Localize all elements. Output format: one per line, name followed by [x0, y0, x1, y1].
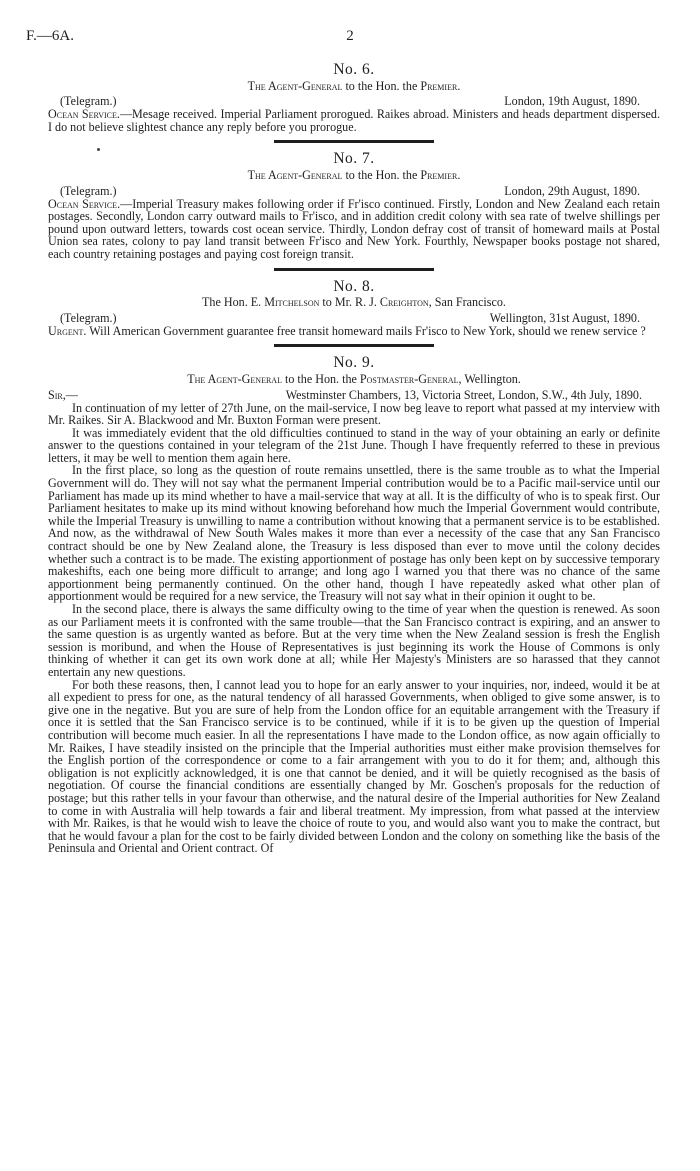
- paragraph: For both these reasons, then, I cannot lead you to hope for an early answer to your inquiries, nor, indeed, would it be at all expedient to press for one, as the natural tendency of all harassed Governments, when obliged to give some answer, is to give one in the negative. But you are sure of help from the London office for an equitable arrangement with the Treasury if once it is settled that the San Francisco service is to be continued, while if it is to be given up the question of Imperial contribution will become much easier. In all the representations I have made to the London office, as now again officially to Mr. Raikes, I have steadily insisted on the principle that the Imperial authorities must either make provision themselves for the English portion of the correspondence or come to a fair arrangement with you to do it for them; and, although this obligation is not explicitly acknowledged, it is one that cannot be denied, and it will be quietly recognised as the basis of negotiation. Of course the financial conditions are essentially changed by Mr. Goschen's proposals for the reduction of postage; but this rather tells in your favour than otherwise, and the natural desire of the Imperial authorities for New Zealand to come in with Australia will help towards a fair and liberal treatment. My impression, from what passed at the interview with Mr. Raikes, is that he would wish to leave the choice of route to you, and would also want you to make the contract, but that he would favour a plan for the cost to be fairly divided between London and the colony on something like the basis of the Peninsula and Oriental and Orient contract. Of: [48, 677, 660, 856]
- salutation: Sir,—: [48, 387, 78, 402]
- letter-number: No. 7.: [333, 150, 375, 168]
- paragraph: In the second place, there is always the same difficulty owing to the time of year when the question is renewed. As soon as our Parliament meets it is confronted with the same trouble—that the San Francisco contract is expiring, and an answer to the same question is as urgently wanted as before. But at the very time when the New Zealand session is fresh the English session is moribund, and when the House of Representatives is just beginning its work the House of Commons is only thinking of whether it can get its own work done at all; while Her Majesty's Ministers are so harassed that they cannot entertain any new questions.: [48, 602, 660, 679]
- letter-meta: [48, 185, 660, 198]
- document-reference: F.—6A.: [26, 28, 74, 44]
- letter-address: The Agent-General to the Hon. the Premier.: [247, 167, 461, 182]
- paragraph: In continuation of my letter of 27th June, on the mail-service, I now beg leave to report what passed at my interview with Mr. Raikes. Sir A. Blackwood and Mr. Buxton Forman were present.: [48, 400, 660, 428]
- letter-number: No. 6.: [333, 61, 375, 78]
- letter-meta: [48, 95, 660, 108]
- letter-text: Urgent. Will American Government guarantee free transit homeward mails Fr'isco to New York, should we renew service ?: [48, 323, 646, 338]
- letter-number: No. 9.: [333, 354, 375, 372]
- paragraph: In the first place, so long as the question of route remains unsettled, there is the same trouble as to what the Imperial Government will do. They will not say what the permanent Imperial contribution would be to a Pacific mail-service until our Parliament has made up its mind whether to have a mail-service that way at all. It is the difficulty of who is to speak first. Our Parliament hesitates to make up its mind without knowing beforehand how much the Imperial Government would contribute, while the Imperial Treasury is unwilling to name a contribution without knowing that a permanent service is to be established. And now, as the withdrawal of New South Wales makes it more than ever a necessity of the case that any San Francisco contract should be one by New Zealand alone, the Treasury is less disposed than ever to move until the colony decides whether such a contract is to be made. The existing apportionment of postage has only been kept on by successive temporary makeshifts, each one being more difficult to arrange; and long ago I warned you that there was no chance of the same apportionment being permanently continued. On the other hand, though I have repeatedly asked what other plan of apportionment would be required for a new service, the Treasury will not say what in their opinion it ought to be.: [48, 463, 660, 604]
- section-divider: [274, 344, 434, 347]
- paragraph: It was immediately evident that the old difficulties continued to stand in the way of your obtaining an early or definite answer to the questions contained in your telegram of the 21st June. Though I have frequently referred to these in previous letters, it may be well to mention them again here.: [48, 425, 660, 465]
- telegram-label: (Telegram.): [60, 183, 117, 198]
- telegram-label: (Telegram.): [60, 94, 117, 109]
- letter-meta: [48, 312, 660, 325]
- letter-address: The Agent-General to the Hon. the Premier.: [247, 78, 461, 93]
- place-date: Wellington, 31st August, 1890.: [489, 310, 640, 325]
- document-body: [48, 60, 660, 855]
- letter-address: The Hon. E. Mitchelson to Mr. R. J. Creighton, San Francisco.: [202, 295, 506, 310]
- place-date: Westminster Chambers, 13, Victoria Street, London, S.W., 4th July, 1890.: [285, 387, 642, 402]
- place-date: London, 19th August, 1890.: [504, 94, 640, 109]
- letter-text: [48, 402, 660, 855]
- page-header: [26, 28, 674, 46]
- section-divider: [274, 140, 434, 143]
- telegram-label: (Telegram.): [60, 310, 117, 325]
- letter-number: No. 8.: [333, 277, 375, 295]
- letter-text: Ocean Service.—Imperial Treasury makes following order if Fr'isco continued. Firstly, London and New Zealand each retain postages. Secondly, London carry outward mails to Fr'isco, and in addition credit colony with sea rate of twelve shillings per pound upon outward letters, towards cost ocean service. Thirdly, London defray cost of transit of homeward mails at Postal Union sea rates, colony to pay land transit between Fr'isco and New York. Fourthly, Newspaper books postage not shared, each country retaining postages and paying cost foreign transit.: [48, 196, 660, 261]
- section-divider: [274, 268, 434, 271]
- letter-address: The Agent-General to the Hon. the Postmaster-General, Wellington.: [187, 371, 521, 386]
- letter-text: Ocean Service.—Mesage received. Imperial Parliament prorogued. Raikes abroad. Ministers and heads department dispersed. I do not believe slightest chance any reply before you prorogue.: [48, 107, 660, 134]
- letter-meta: [48, 389, 660, 402]
- place-date: London, 29th August, 1890.: [504, 183, 640, 198]
- page-number: 2: [346, 28, 354, 44]
